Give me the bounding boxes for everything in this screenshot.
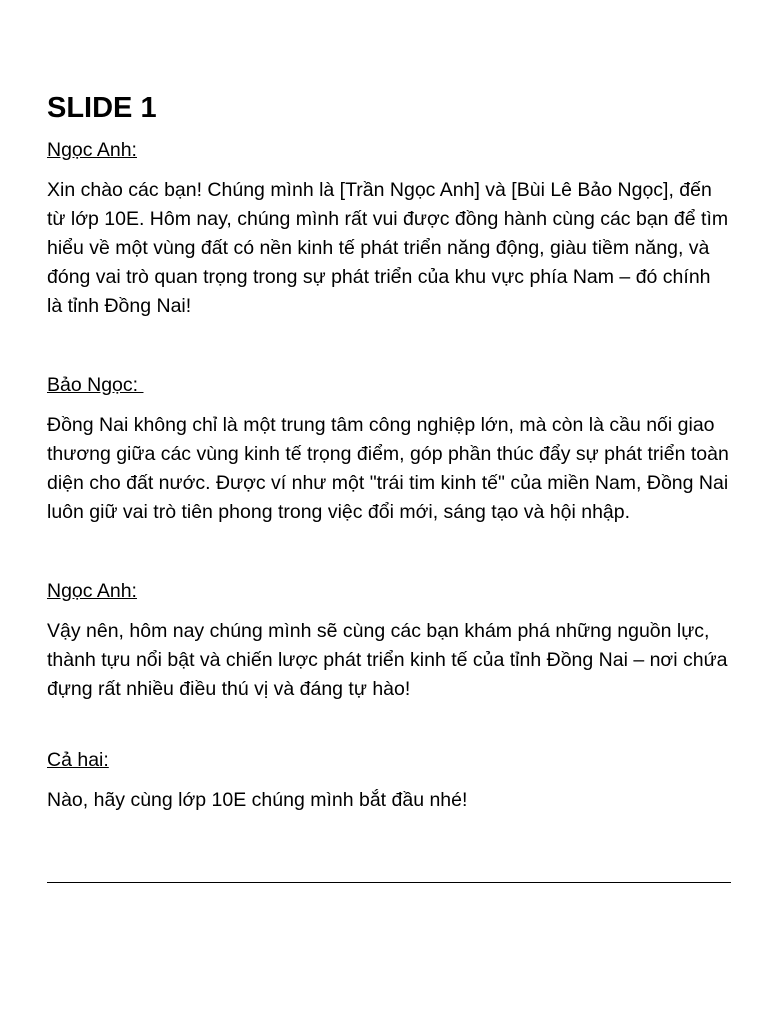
speaker-label-ca-hai: Cả hai:	[47, 749, 109, 771]
horizontal-divider	[47, 882, 731, 883]
dialogue-paragraph-3: Vậy nên, hôm nay chúng mình sẽ cùng các bạn khám phá những nguồn lực, thành tựu nổi bật và chiến lược phát triển kinh tế của tỉnh Đồng Nai – nơi chứa đựng rất nhiều điều thú vị và đáng tự hào!	[47, 620, 728, 700]
dialogue-paragraph-4: Nào, hãy cùng lớp 10E chúng mình bắt đầu nhé!	[47, 789, 468, 811]
speaker-label-ngoc-anh-2: Ngọc Anh:	[47, 580, 137, 602]
speaker-label-ngoc-anh-1: Ngọc Anh:	[47, 139, 137, 161]
dialogue-paragraph-1: Xin chào các bạn! Chúng mình là [Trần Ngọc Anh] và [Bùi Lê Bảo Ngọc], đến từ lớp 10E. Hôm nay, chúng mình rất vui được đồng hành cùng các bạn để tìm hiểu về một vùng đất có nền kinh tế phát triển năng động, giàu tiềm năng, và đóng vai trò quan trọng trong sự phát triển của khu vực phía Nam – đó chính là tỉnh Đồng Nai!	[47, 179, 729, 317]
slide-title: SLIDE 1	[47, 92, 157, 124]
dialogue-paragraph-2: Đồng Nai không chỉ là một trung tâm công nghiệp lớn, mà còn là cầu nối giao thương giữa các vùng kinh tế trọng điểm, góp phần thúc đẩy sự phát triển toàn diện cho đất nước. Được ví như một "trái tim kinh tế" của miền Nam, Đồng Nai luôn giữ vai trò tiên phong trong việc đổi mới, sáng tạo và hội nhập.	[47, 414, 729, 523]
document-page	[47, 88, 731, 815]
speaker-label-bao-ngoc: Bảo Ngọc:	[47, 374, 144, 396]
